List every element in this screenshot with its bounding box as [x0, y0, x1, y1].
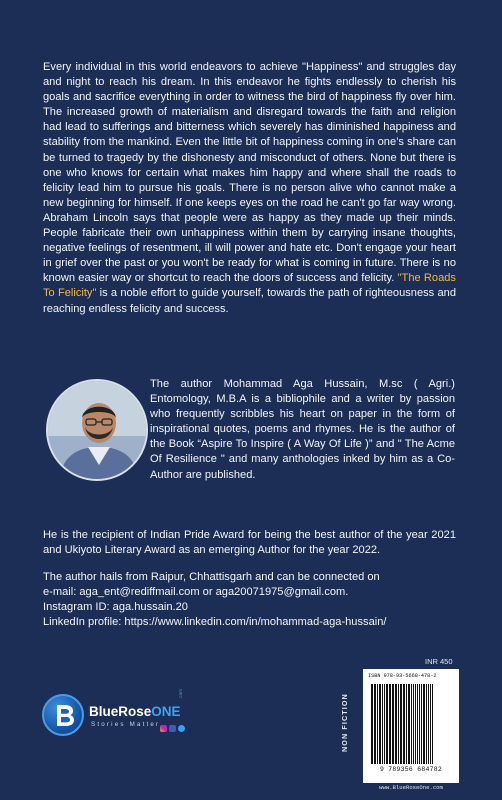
instagram-icon: [160, 725, 167, 732]
barcode-bar: [430, 684, 431, 764]
barcode-bar: [392, 684, 394, 764]
barcode-bar: [421, 684, 422, 764]
barcode-bar: [371, 684, 373, 764]
author-contact: [43, 570, 456, 630]
contact-instagram: Instagram ID: aga.hussain.20: [43, 601, 188, 614]
barcode-bar: [428, 684, 429, 764]
barcode-panel: [363, 669, 459, 783]
synopsis-body: Every individual in this world endeavors to achieve "Happiness" and struggles day and night to reach his dream. In this endeavor he fights endlessly to cherish his goals and sacrifice everything in order to witness the bird of happiness fly over him. The increased growth of materialism and disregard towards the faith and religion had lead to sufferings and bitterness which severely has diminished happiness and stability from the mankind. Even the little bit of happiness coming in one’s share can be turned to tragedy by the dishonesty and misconduct of others. None but there is one who knows for certain what makes him happy and where shall the roads to felicity lead him to pursue his goals. There is no person alive who cannot make a new beginning for himself. If one keeps eyes on the road he can't go far way wrong. Abraham Lincoln says that people were as happy as they made up their minds. People fabricate their own unhappiness within them by carrying insane thoughts, negative feelings of resentment, ill will power and hate etc. Don't engage your heart in grief over the past or you won't be ready for what is coming in future. There is no known easier way or shortcut to reach the doors of success and felicity.: [43, 61, 456, 285]
barcode-bar: [400, 684, 402, 764]
twitter-icon: [178, 725, 185, 732]
barcode-bar: [395, 684, 397, 764]
barcode-bar: [374, 684, 376, 764]
genre-label: NON FICTION: [340, 693, 349, 752]
barcode-icon: [365, 682, 457, 766]
barcode-bar: [403, 684, 405, 764]
barcode-bar: [419, 684, 420, 764]
barcode-bar: [398, 684, 399, 764]
publisher-name-accent: ONE: [151, 704, 181, 719]
author-bio: [150, 377, 455, 483]
contact-email: e-mail: aga_ent@rediffmail.com or aga20071975@gmail.com.: [43, 586, 349, 599]
publisher-domain: .com: [178, 689, 183, 699]
barcode-bar: [406, 684, 407, 764]
bluerose-logo-icon: [42, 694, 84, 736]
barcode-bar: [379, 684, 381, 764]
contact-origin: The author hails from Raipur, Chhattisgarh and can be connected on: [43, 571, 380, 583]
author-photo: [46, 379, 148, 481]
publisher-name-main: BlueRose: [89, 704, 152, 719]
barcode-bar: [386, 684, 388, 764]
publisher-tagline: Stories Matter: [91, 721, 161, 728]
barcode-digits: 9 789356 684782: [379, 766, 443, 773]
publisher-name: [89, 704, 181, 719]
publisher-website: www.BlueRoseOne.com: [379, 784, 443, 791]
bluerose-logo: [42, 689, 222, 738]
barcode-bar: [415, 684, 416, 764]
barcode-bar: [413, 684, 414, 764]
social-icons: [160, 725, 185, 732]
price-label: INR 450: [425, 657, 453, 666]
facebook-icon: [169, 725, 176, 732]
barcode-bar: [426, 684, 427, 764]
book-title-highlight: "The Roads To Felicity": [43, 272, 456, 300]
author-bio-part1: The author Mohammad Aga Hussain, M.sc ( Agri.) Entomology, M.B.A is a bibliophile and a writer by passion who frequently scribbles his heart on paper in the form of inspirational quotes, poems and rhymes. He is the author of the Book “Aspire To Inspire ( A Way Of Life )” and " The Acme Of Resilience " and many anthologies inked by him as a Co-Author are published.: [150, 378, 455, 481]
contact-linkedin: LinkedIn profile: https://www.linkedin.com/in/mohammad-aga-hussain/: [43, 616, 387, 629]
barcode-bar: [377, 684, 378, 764]
barcode-bar: [389, 684, 391, 764]
synopsis-text: [43, 60, 456, 317]
barcode-bar: [408, 684, 410, 764]
barcode-bar: [411, 684, 412, 764]
barcode-bar: [417, 684, 418, 764]
author-portrait-icon: [48, 381, 148, 481]
barcode-bar: [423, 684, 425, 764]
barcode-bar: [432, 684, 433, 764]
barcode-bar: [384, 684, 385, 764]
barcode-bar: [382, 684, 383, 764]
author-bio-continued: [43, 528, 456, 558]
isbn-text: ISBN 978-93-5668-478-2: [368, 673, 437, 679]
author-bio-part2: He is the recipient of Indian Pride Award for being the best author of the year 2021 and Ukiyoto Literary Award as an emerging Author for the year 2022.: [43, 529, 456, 557]
synopsis-ending: is a noble effort to guide yourself, towards the path of righteousness and reaching endless felicity and success.: [43, 287, 456, 315]
